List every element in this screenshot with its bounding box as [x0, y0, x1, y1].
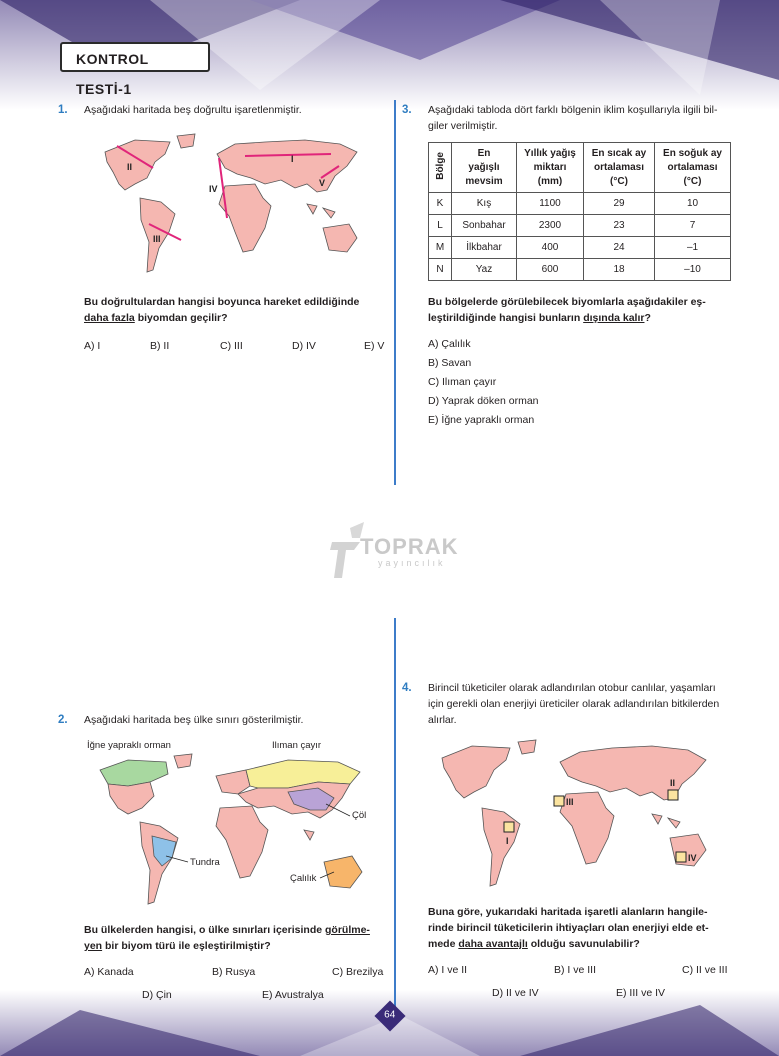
- label-v: V: [319, 178, 326, 188]
- q2-question-b: bir biyom türü ile eşleştirilmiştir?: [105, 940, 271, 952]
- q3-question-underline: dışında kalır: [583, 312, 645, 324]
- q3-option-e[interactable]: E) İğne yapraklı orman: [428, 414, 535, 426]
- q1-world-map: [95, 132, 380, 287]
- q4-question-underline: daha avantajlı: [458, 938, 528, 950]
- table-row: N Yaz 600 18 –10: [429, 259, 731, 281]
- q2-option-e[interactable]: E) Avustralya: [262, 989, 324, 1001]
- q2-option-b[interactable]: B) Rusya: [212, 966, 256, 978]
- q2-option-c[interactable]: C) Brezilya: [332, 966, 384, 978]
- q4-stem: [428, 680, 738, 728]
- q2-label-calilik: Çalılık: [290, 873, 317, 884]
- table-row: K Kış 1100 29 10: [429, 193, 731, 215]
- q2-stem: Aşağıdaki haritada beş ülke sınırı gösterilmiştir.: [84, 714, 304, 726]
- q1-number: 1.: [58, 104, 68, 116]
- q4-option-a[interactable]: A) I ve II: [428, 964, 468, 976]
- q3-header-cold: En soğuk ay ortalaması (°C): [655, 143, 731, 193]
- q1-option-d[interactable]: D) IV: [292, 340, 316, 352]
- q2-label-col: Çöl: [352, 810, 367, 821]
- q3-stem-2: giler verilmiştir.: [428, 120, 498, 132]
- column-divider-bottom: [394, 618, 396, 1008]
- q4-number: 4.: [402, 682, 412, 694]
- watermark-brand: TOPRAK: [360, 534, 459, 559]
- q3-header-hot: En sıcak ay ortalaması (°C): [584, 143, 655, 193]
- q3-stem-1: Aşağıdaki tabloda dört farklı bölgenin iklim koşullarıyla ilgili bil-: [428, 104, 718, 116]
- q1-option-e[interactable]: E) V: [364, 340, 385, 352]
- q3-question-1: Bu bölgelerde görülebilecek biyomlarla aşağıdakiler eş-: [428, 296, 706, 308]
- q4-label-i: I: [506, 836, 509, 846]
- q4-question-2: rinde birincil tüketicilerin ihtiyaçları olan enerjiyi elde et-: [428, 922, 709, 934]
- q4-option-e[interactable]: E) III ve IV: [616, 987, 666, 999]
- q1-question: [84, 294, 388, 326]
- q4-stem-3: alırlar.: [428, 714, 457, 726]
- q1-question-a: Bu doğrultulardan hangisi boyunca hareket edildiğinde: [84, 296, 360, 308]
- q3-number: 3.: [402, 104, 412, 116]
- q2-question-underline-2: yen: [84, 940, 103, 952]
- q4-question-1: Buna göre, yukarıdaki haritada işaretli alanların hangile-: [428, 906, 708, 918]
- page-number: 64: [374, 1000, 405, 1031]
- q1-option-a[interactable]: A) I: [84, 340, 101, 352]
- q4-question-3a: mede: [428, 938, 456, 950]
- q2-question-a: Bu ülkelerden hangisi, o ülke sınırları içerisinde: [84, 924, 323, 936]
- q3-header-rain: Yıllık yağış miktarı (mm): [517, 143, 584, 193]
- q4-question-3b: olduğu savunulabilir?: [530, 938, 640, 950]
- q4-option-b[interactable]: B) I ve III: [554, 964, 597, 976]
- q4-option-c[interactable]: C) II ve III: [682, 964, 728, 976]
- watermark-sub: yayıncılık: [378, 558, 446, 568]
- q2-option-a[interactable]: A) Kanada: [84, 966, 134, 978]
- q2-label-tundra: Tundra: [190, 857, 220, 868]
- q3-option-a[interactable]: A) Çalılık: [428, 338, 471, 350]
- label-iv: IV: [209, 184, 218, 194]
- q4-option-d[interactable]: D) II ve IV: [492, 987, 539, 999]
- q2-question-underline-1: görülme-: [325, 924, 370, 936]
- q2-option-d[interactable]: D) Çin: [142, 989, 172, 1001]
- q2-number: 2.: [58, 714, 68, 726]
- marker-i: [504, 822, 514, 832]
- q1-option-b[interactable]: B) II: [150, 340, 170, 352]
- q2-label-igne: İğne yapraklı orman: [87, 740, 171, 751]
- q1-question-underline: daha fazla: [84, 312, 135, 324]
- label-ii: II: [127, 162, 133, 172]
- q3-question: [428, 294, 733, 326]
- q1-question-b: biyomdan geçilir?: [137, 312, 228, 324]
- page-title: KONTROL TESTİ-1: [60, 42, 210, 72]
- q2-question: [84, 922, 390, 954]
- q3-option-b[interactable]: B) Savan: [428, 357, 472, 369]
- q3-option-c[interactable]: C) Ilıman çayır: [428, 376, 497, 388]
- q4-stem-2: için gerekli olan enerjiyi üreticiler olarak adlandırılan bitkilerden: [428, 698, 720, 710]
- q3-stem: [428, 102, 738, 134]
- marker-iii: [554, 796, 564, 806]
- q2-label-iliman: Ilıman çayır: [272, 740, 322, 751]
- table-row: M İlkbahar 400 24 –1: [429, 237, 731, 259]
- q2-world-map: [88, 752, 388, 912]
- marker-ii: [668, 790, 678, 800]
- q3-question-2a: leştirildiğinde hangisi bunların: [428, 312, 581, 324]
- q4-stem-1: Birincil tüketiciler olarak adlandırılan otobur canlılar, yaşamları: [428, 682, 716, 694]
- marker-iv: [676, 852, 686, 862]
- q4-question: [428, 904, 734, 952]
- q3-header-season: En yağışlı mevsim: [452, 143, 517, 193]
- q1-stem: Aşağıdaki haritada beş doğrultu işaretlenmiştir.: [84, 104, 302, 116]
- q1-option-c[interactable]: C) III: [220, 340, 243, 352]
- q3-header-bolge: Bölge: [429, 143, 452, 193]
- q3-option-d[interactable]: D) Yaprak döken orman: [428, 395, 539, 407]
- table-row: L Sonbahar 2300 23 7: [429, 215, 731, 237]
- label-i: I: [291, 154, 294, 164]
- column-divider-top: [394, 100, 396, 485]
- publisher-watermark: [330, 520, 470, 580]
- q4-label-iii: III: [566, 797, 574, 807]
- q4-label-ii: II: [670, 778, 676, 788]
- q3-question-2b: ?: [644, 312, 651, 324]
- q3-climate-table: [428, 142, 731, 281]
- label-iii: III: [153, 234, 161, 244]
- q4-world-map: [432, 738, 728, 893]
- q4-label-iv: IV: [688, 853, 697, 863]
